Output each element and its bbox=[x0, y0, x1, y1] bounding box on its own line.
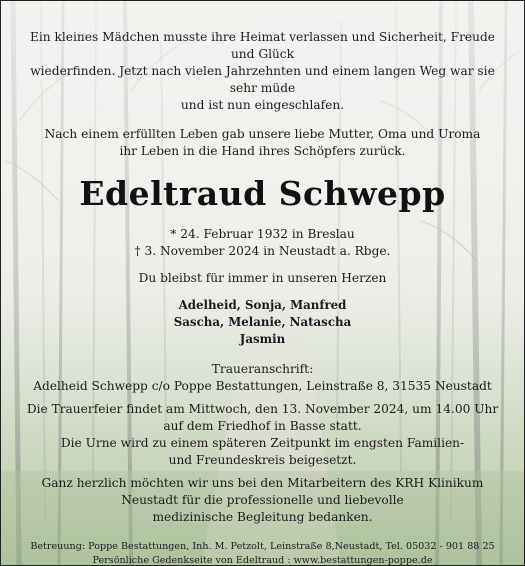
ceremony-line: und Freundeskreis beigesetzt. bbox=[168, 453, 357, 467]
life-line: ihr Leben in die Hand ihres Schöpfers zurück. bbox=[119, 144, 406, 158]
family-line: Jasmin bbox=[239, 332, 286, 346]
address-text: Adelheid Schwepp c/o Poppe Bestattungen, Leinstraße 8, 31535 Neustadt bbox=[33, 379, 492, 393]
family-names bbox=[19, 297, 506, 348]
thanks-line: Ganz herzlich möchten wir uns bei den Mitarbeitern des KRH Klinikum bbox=[41, 476, 484, 490]
ceremony-paragraph bbox=[19, 401, 506, 469]
ceremony-line: Die Urne wird zu einem späteren Zeitpunkt im engsten Familien- bbox=[60, 436, 465, 450]
ceremony-line: Die Trauerfeier findet am Mittwoch, den 13. November 2024, um 14.00 Uhr bbox=[26, 402, 499, 416]
thanks-paragraph bbox=[19, 475, 506, 526]
intro-line: und ist nun eingeschlafen. bbox=[180, 98, 345, 112]
deceased-name: Edeltraud Schwepp bbox=[79, 174, 446, 213]
remembrance-line: Du bleibst für immer in unseren Herzen bbox=[138, 271, 387, 285]
family-line: Sascha, Melanie, Natascha bbox=[173, 315, 352, 329]
footer-line: Persönliche Gedenkseite von Edeltraud : www.bestattungen-poppe.de bbox=[92, 555, 433, 566]
intro-line: wiederfinden. Jetzt nach vielen Jahrzehnten und einem langen Weg war sie sehr müde bbox=[30, 64, 495, 95]
family-line: Adelheid, Sonja, Manfred bbox=[178, 298, 347, 312]
address-label: Traueranschrift: bbox=[211, 362, 314, 376]
footer bbox=[19, 540, 506, 566]
thanks-line: medizinische Begleitung bedanken. bbox=[152, 510, 373, 524]
ceremony-line: auf dem Friedhof in Basse statt. bbox=[163, 419, 362, 433]
thanks-line: Neustadt für die professionelle und liebevolle bbox=[121, 493, 404, 507]
notice-text bbox=[1, 1, 524, 565]
intro-paragraph bbox=[19, 29, 506, 114]
death-date: † 3. November 2024 in Neustadt a. Rbge. bbox=[134, 244, 391, 258]
intro-line: Ein kleines Mädchen musste ihre Heimat verlassen und Sicherheit, Freude und Glück bbox=[30, 30, 495, 61]
life-paragraph bbox=[19, 126, 506, 160]
life-line: Nach einem erfüllten Leben gab unsere liebe Mutter, Oma und Uroma bbox=[44, 127, 481, 141]
life-dates bbox=[19, 226, 506, 260]
mourning-address bbox=[19, 361, 506, 395]
birth-date: * 24. Februar 1932 in Breslau bbox=[170, 227, 355, 241]
footer-line: Betreuung: Poppe Bestattungen, Inh. M. Petzolt, Leinstraße 8,Neustadt, Tel. 05032 - 901 88 25 bbox=[30, 541, 495, 552]
